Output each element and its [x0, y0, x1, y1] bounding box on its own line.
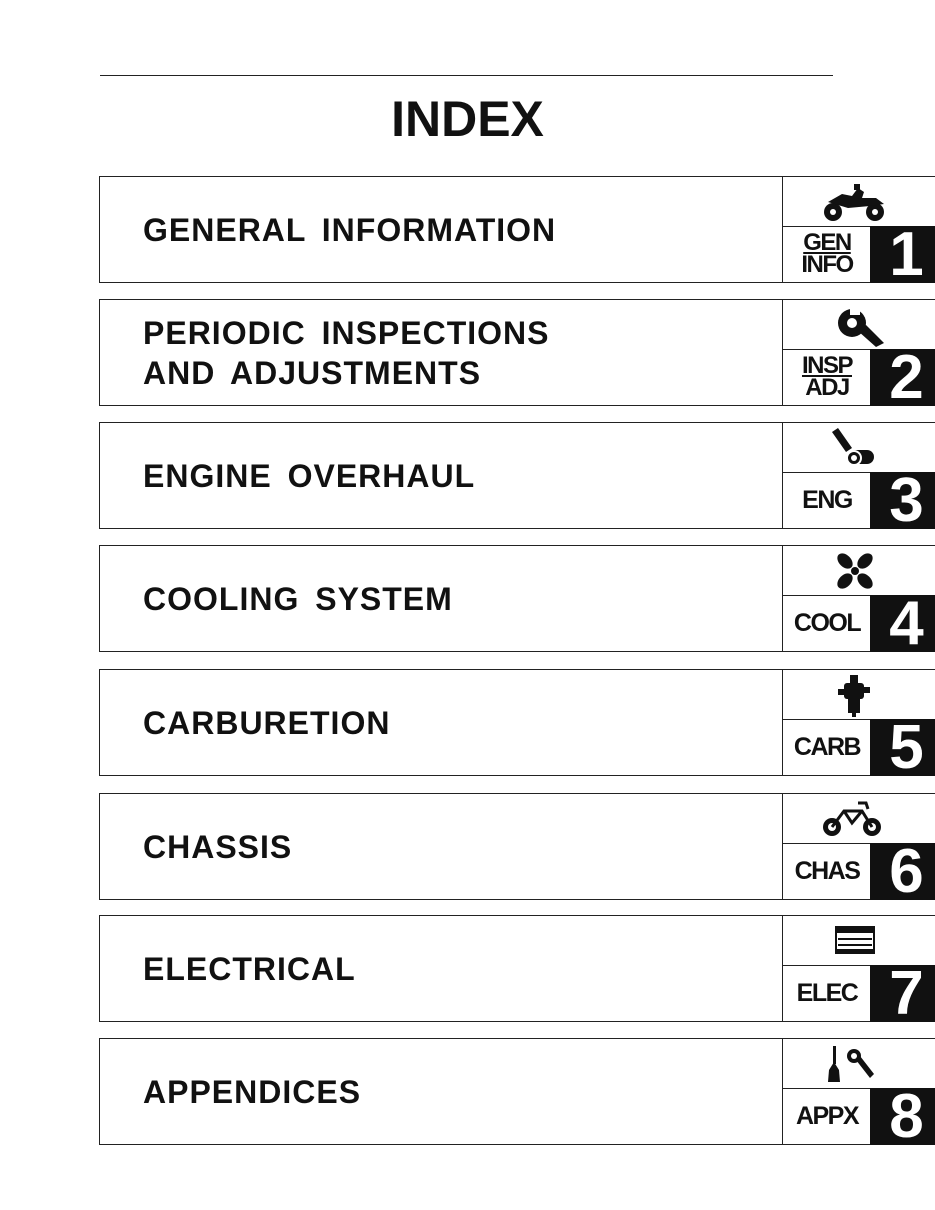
section-title: APPENDICES — [143, 1073, 362, 1110]
section-title: COOLING SYSTEM — [143, 580, 453, 617]
section-number: 3 — [870, 472, 935, 529]
section-number: 6 — [870, 843, 935, 900]
section-title: GENERAL INFORMATION — [143, 211, 557, 248]
section-tab — [782, 669, 935, 782]
section-tab — [782, 1038, 935, 1151]
section-title: ENGINE OVERHAUL — [143, 457, 476, 494]
piston-icon — [818, 426, 898, 470]
section-appendices[interactable] — [99, 1038, 935, 1151]
section-tab — [782, 915, 935, 1028]
section-tab — [782, 793, 935, 906]
section-abbreviation: INSP ADJ — [801, 352, 852, 401]
section-tab — [782, 422, 935, 535]
wrench-icon — [818, 303, 898, 347]
section-number: 4 — [870, 595, 935, 652]
section-abbreviation: ENG — [802, 486, 852, 514]
carburetor-icon — [818, 673, 898, 717]
fan-icon — [818, 549, 898, 593]
page-title: INDEX — [391, 91, 544, 147]
section-chassis[interactable] — [99, 793, 935, 906]
section-title: CHASSIS — [143, 828, 293, 865]
section-periodic-inspections[interactable] — [99, 299, 935, 412]
section-abbreviation: APPX — [795, 1102, 859, 1130]
section-general-information[interactable] — [99, 176, 935, 289]
section-tab — [782, 176, 935, 289]
section-abbreviation: COOL — [793, 609, 861, 637]
tools-icon — [818, 1042, 898, 1086]
battery-icon — [818, 919, 898, 963]
section-number: 1 — [870, 226, 935, 283]
atv-frame-icon — [818, 797, 898, 841]
section-electrical[interactable] — [99, 915, 935, 1028]
section-number: 5 — [870, 719, 935, 776]
section-number: 8 — [870, 1088, 935, 1145]
section-tab — [782, 545, 935, 658]
section-number: 7 — [870, 965, 935, 1022]
top-rule — [100, 75, 833, 76]
section-title: ELECTRICAL — [143, 950, 356, 987]
section-abbreviation: ELEC — [796, 979, 858, 1007]
section-abbreviation: CHAS — [794, 857, 860, 885]
section-abbreviation: GEN INFO — [801, 229, 853, 278]
section-title: CARBURETION — [143, 704, 391, 741]
section-number: 2 — [870, 349, 935, 406]
section-cooling-system[interactable] — [99, 545, 935, 658]
section-engine-overhaul[interactable] — [99, 422, 935, 535]
section-carburetion[interactable] — [99, 669, 935, 782]
section-title: PERIODIC INSPECTIONS AND ADJUSTMENTS — [143, 314, 550, 391]
section-tab — [782, 299, 935, 412]
atv-icon — [818, 180, 898, 224]
section-abbreviation: CARB — [793, 733, 861, 761]
